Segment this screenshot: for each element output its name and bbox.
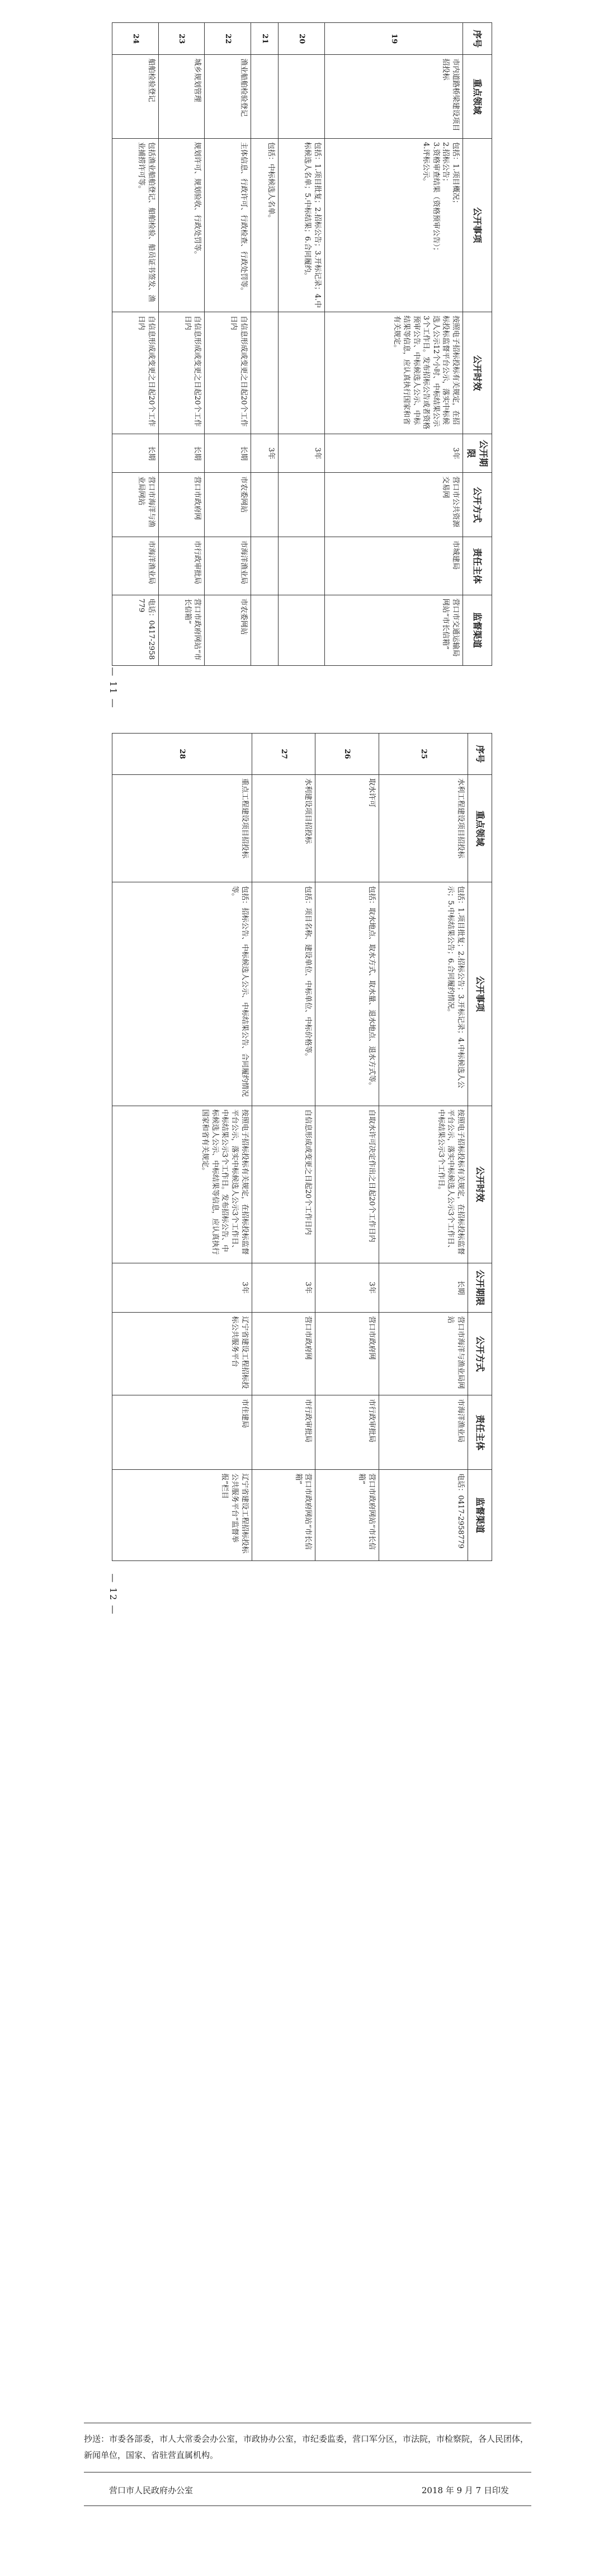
table-row (251, 23, 279, 666)
page-number-12: — 12 — (107, 1573, 119, 1615)
header-seq: 序号 (468, 734, 492, 775)
header-subject: 责任主体 (468, 1395, 492, 1470)
disclosure-table-page-11 (112, 22, 492, 666)
table-row (205, 23, 251, 666)
table-row (379, 734, 468, 1561)
row-subject: 市行政审批局 (158, 537, 205, 595)
header-channel: 监督渠道 (468, 1470, 492, 1561)
row-items: 主体信息、行政许可、行政检查、行政处罚等。 (205, 138, 251, 312)
row-seq: 26 (315, 734, 379, 775)
row-timing: 自取水许可决定作出之日起20个工作日内 (315, 1106, 379, 1263)
row-seq: 25 (379, 734, 468, 775)
row-seq: 27 (252, 734, 315, 775)
row-items: 包括渔业船舶登记、船舶检验、船员证书签发、渔业捕捞许可等。 (112, 138, 159, 312)
row-subject: 市海洋渔业局 (205, 537, 251, 595)
row-seq: 22 (205, 23, 251, 55)
table-header-row (463, 23, 492, 666)
row-term: 3年 (324, 434, 463, 473)
row-method: 营口市公共资源交易网 (324, 473, 463, 537)
row-timing: 自信息形成或变更之日起20个工作日内 (205, 312, 251, 434)
row-term: 长期 (158, 434, 205, 473)
row-field: 船舶检验登记 (112, 55, 159, 138)
row-seq: 21 (251, 23, 279, 55)
row-method: 营口市政府网 (252, 1313, 315, 1395)
row-field (251, 55, 279, 138)
row-field: 水利建设项目招投标 (252, 774, 315, 882)
table-header-row (468, 734, 492, 1561)
header-method: 公开方式 (468, 1313, 492, 1395)
row-timing (279, 312, 325, 434)
row-channel: 电话：0417-2958779 (112, 595, 159, 665)
table-row (315, 734, 379, 1561)
row-field: 市内道路桥梁建设项目招投标 (324, 55, 463, 138)
row-timing: 自信息形成或变更之日起20个工作日内 (252, 1106, 315, 1263)
row-subject (251, 537, 279, 595)
row-field: 重点工程建设项目招投标 (112, 774, 252, 882)
header-seq: 序号 (463, 23, 492, 55)
header-items: 公开事项 (463, 138, 492, 312)
header-field: 重点领域 (468, 774, 492, 882)
row-timing: 按照电子招标投标有关规定，在招标投标监督平台公示，落实中标候选人公示12个小时、中标结果公示3个工作日。发布招标公告或者资格预审公告、中标候选人公示、中标结果等信息，应认真执行国家和省有关规定。 (324, 312, 463, 434)
row-field (279, 55, 325, 138)
row-seq: 19 (324, 23, 463, 55)
row-method (279, 473, 325, 537)
row-method (251, 473, 279, 537)
header-term: 公开期限 (463, 434, 492, 473)
page-number-11: — 11 — (107, 667, 119, 709)
row-subject: 市海洋渔业局 (112, 537, 159, 595)
header-subject: 责任主体 (463, 537, 492, 595)
cc-block (84, 2431, 531, 2463)
row-timing (251, 312, 279, 434)
row-term: 3年 (315, 1263, 379, 1313)
row-channel: 电话：0417-2958779 (379, 1470, 468, 1561)
row-term: 长期 (379, 1263, 468, 1313)
header-channel: 监督渠道 (463, 595, 492, 665)
row-term: 3年 (251, 434, 279, 473)
row-method: 辽宁省建设工程招标投标公共服务平台 (112, 1313, 252, 1395)
row-items: 包括：中标候选人名单。 (251, 138, 279, 312)
row-term: 3年 (112, 1263, 252, 1313)
row-field: 水利工程建设项目招投标 (379, 774, 468, 882)
row-field: 渔业船舶检验登记 (205, 55, 251, 138)
cc-text: 市委各部委，市人大常委会办公室，市政协办公室，市纪委监委，营口军分区，市法院，市检察院，各人民团体，新闻单位，国家、省驻营直属机构。 (84, 2434, 529, 2460)
header-field: 重点领域 (463, 55, 492, 138)
row-items: 规划许可、规划验收、行政处罚等。 (158, 138, 205, 312)
row-field: 城乡规划管理 (158, 55, 205, 138)
row-items: 包括：1.项目概况； 2.招标公告； 3.资格审查结果（资格预审公告）； 4.评标公示。 (324, 138, 463, 312)
row-items: 包括：1.项目批复；2.招标公告；3.开标记录；4.中标候选人名单；5.中标结果；6.合同履约。 (279, 138, 325, 312)
row-subject: 市住建局 (112, 1395, 252, 1470)
row-items: 包括：项目名称、建设单位、中标单位、中标价格等。 (252, 882, 315, 1106)
header-timing: 公开时效 (468, 1106, 492, 1263)
row-term: 3年 (252, 1263, 315, 1313)
row-method: 营口市政府网 (158, 473, 205, 537)
page-12-frame (112, 733, 492, 1561)
row-method: 营口市政府网 (315, 1313, 379, 1395)
row-seq: 20 (279, 23, 325, 55)
row-items: 包括：取水地点、取水方式、取水量、退水地点、退水方式等。 (315, 882, 379, 1106)
row-method: 营口市海洋与渔业局网站 (379, 1313, 468, 1395)
issuer: 营口市人民政府办公室 (109, 2485, 194, 2495)
row-timing: 按照电子招标投标有关规定，在招标投标监督平台公示，落实中标候选人公示3个工作日、中标结果公示3个工作日。 (379, 1106, 468, 1263)
row-method: 营口市海洋与渔业局网站 (112, 473, 159, 537)
row-term: 长期 (205, 434, 251, 473)
row-term: 3年 (279, 434, 325, 473)
row-channel: 营口市政府网站“市长信箱” (315, 1470, 379, 1561)
row-channel: 营口市政府网站“市长信箱” (252, 1470, 315, 1561)
row-subject: 市城建局 (324, 537, 463, 595)
table-body-page-12 (112, 734, 468, 1561)
table-row (252, 734, 315, 1561)
table-row (158, 23, 205, 666)
cc-label: 抄送： (84, 2434, 110, 2444)
disclosure-table-page-12 (112, 733, 492, 1561)
table-body-page-11 (112, 23, 463, 666)
table-row (279, 23, 325, 666)
row-channel (251, 595, 279, 665)
row-timing: 自信息形成或变更之日起20个工作日内 (112, 312, 159, 434)
row-seq: 23 (158, 23, 205, 55)
header-method: 公开方式 (463, 473, 492, 537)
row-channel (279, 595, 325, 665)
row-subject: 市行政审批局 (315, 1395, 379, 1470)
row-items: 包括：招标公告、中标候选人公示、中标结果公告、合同履约情况等。 (112, 882, 252, 1106)
header-items: 公开事项 (468, 882, 492, 1106)
row-subject: 市行政审批局 (252, 1395, 315, 1470)
table-row (112, 734, 252, 1561)
row-timing: 自信息形成或变更之日起20个工作日内 (158, 312, 205, 434)
issue-date: 2018 年 9 月 7 日印发 (421, 2485, 509, 2495)
row-channel: 营口市交通运输局网站“市长信箱” (324, 595, 463, 665)
row-timing: 按照电子招标投标有关规定，在招标投标监督平台公示，落实中标候选人公示3个工作日、中标结果公示3个工作日。发布招标公告、中标候选人公示、中标结果等信息，应认真执行国家和省有关规定。 (112, 1106, 252, 1263)
row-subject (279, 537, 325, 595)
row-seq: 28 (112, 734, 252, 775)
table-row (112, 23, 159, 666)
row-items: 包括：1.项目批复；2.招标公告；3.开标记录；4.中标候选人公示；5.中标结果公告；6.合同履约情况。 (379, 882, 468, 1106)
row-term: 长期 (112, 434, 159, 473)
header-term: 公开期限 (468, 1263, 492, 1313)
page-12-rotated (112, 733, 492, 1561)
row-field: 取水许可 (315, 774, 379, 882)
row-method: 市农委网站 (205, 473, 251, 537)
header-timing: 公开时效 (463, 312, 492, 434)
row-subject: 市海洋渔业局 (379, 1395, 468, 1470)
row-channel: 营口市政府网站“市长信箱” (158, 595, 205, 665)
page-11-rotated (112, 22, 492, 666)
table-row (324, 23, 463, 666)
page-11-frame (112, 22, 492, 666)
row-channel: 市农委网站 (205, 595, 251, 665)
row-seq: 24 (112, 23, 159, 55)
row-channel: 辽宁省建设工程招标投标公共服务平台“监督举报”栏目 (112, 1470, 252, 1561)
